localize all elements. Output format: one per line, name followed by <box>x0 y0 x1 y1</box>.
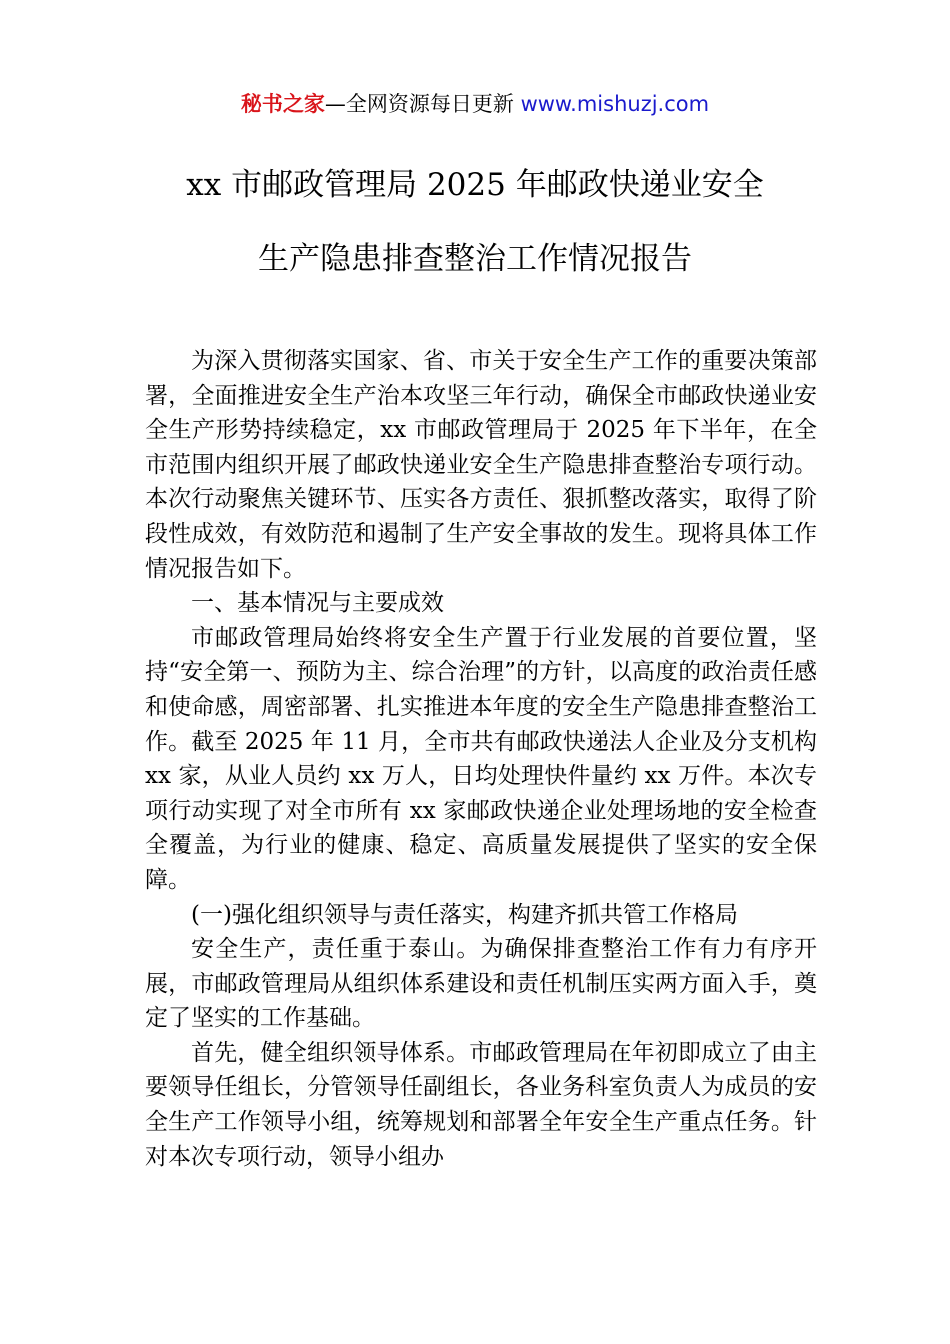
brand-name: 秘书之家 <box>240 92 325 116</box>
site-banner <box>0 88 950 120</box>
subsection-heading: (一)强化组织领导与责任落实，构建齐抓共管工作格局 <box>191 901 738 928</box>
document-body <box>145 344 817 1174</box>
site-url-link[interactable]: www.mishuzj.com <box>520 92 710 116</box>
section-heading: 一、基本情况与主要成效 <box>191 590 444 617</box>
document-title <box>100 162 850 282</box>
title-line-1: xx 市邮政管理局 2025 年邮政快递业安全 <box>186 167 764 203</box>
title-line-2: 生产隐患排查整治工作情况报告 <box>258 241 692 277</box>
body-paragraph: 首先，健全组织领导体系。市邮政管理局在年初即成立了由主要领导任组长，分管领导任副组长，各业务科室负责人为成员的安全生产工作领导小组，统筹规划和部署全年安全生产重点任务。针对本次专项行动，领导小组办 <box>145 1039 817 1170</box>
body-paragraph: 市邮政管理局始终将安全生产置于行业发展的首要位置，坚持“安全第一、预防为主、综合治理”的方针，以高度的政治责任感和使命感，周密部署、扎实推进本年度的安全生产隐患排查整治工作。截至 2025 年 11 月，全市共有邮政快递法人企业及分支机构 xx 家，从业人员约 xx 万人，日均处理快件量约 xx 万件。本次专项行动实现了对全市所有 xx 家邮政快递企业处理场地的安全检查全覆盖，为行业的健康、稳定、高质量发展提供了坚实的安全保障。 <box>145 624 817 893</box>
intro-paragraph: 为深入贯彻落实国家、省、市关于安全生产工作的重要决策部署，全面推进安全生产治本攻坚三年行动，确保全市邮政快递业安全生产形势持续稳定，xx 市邮政管理局于 2025 年下半年，在全市范围内组织开展了邮政快递业安全生产隐患排查整治专项行动。本次行动聚焦关键环节、压实各方责任、狠抓整改落实，取得了阶段性成效，有效防范和遏制了生产安全事故的发生。现将具体工作情况报告如下。 <box>145 348 817 582</box>
body-paragraph: 安全生产，责任重于泰山。为确保排查整治工作有力有序开展，市邮政管理局从组织体系建设和责任机制压实两方面入手，奠定了坚实的工作基础。 <box>145 936 817 1032</box>
banner-separator: — <box>324 92 346 116</box>
banner-tagline: 全网资源每日更新 <box>345 92 514 116</box>
